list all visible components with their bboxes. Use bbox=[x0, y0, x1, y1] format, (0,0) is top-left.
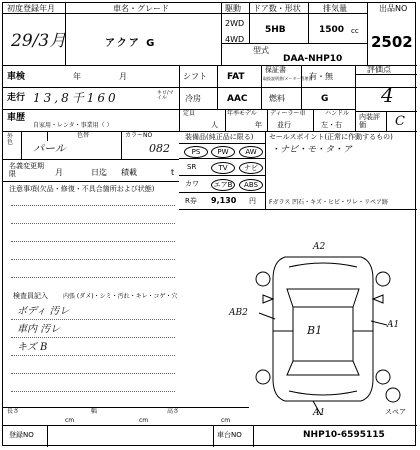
inspector-line-3: キズ B bbox=[17, 342, 48, 353]
ruled-line bbox=[11, 355, 175, 356]
inspector-label: 検査員記入 bbox=[13, 292, 48, 300]
equip-leather: カワ bbox=[185, 180, 199, 188]
reg-no-label: 登録NO bbox=[9, 431, 34, 439]
first-reg-value: 29/3月 bbox=[11, 31, 67, 51]
divider bbox=[308, 3, 309, 43]
damage-mark-right: A1 bbox=[387, 320, 400, 330]
shift-value: FAT bbox=[227, 72, 245, 82]
displacement-value: 1500 bbox=[319, 25, 345, 35]
color-change-label: 色替 bbox=[77, 132, 90, 139]
dealer-label: ディーラー車 bbox=[270, 110, 306, 117]
ruled-line bbox=[11, 337, 175, 338]
handle-label: ハンドル bbox=[325, 110, 350, 117]
capacity-unit: 人 bbox=[211, 121, 218, 129]
drive-label: 駆動 bbox=[225, 4, 241, 13]
caution-label: 注意事項(欠品・修復・不具合箇所および状態) bbox=[9, 185, 155, 193]
divider bbox=[367, 3, 368, 65]
divider bbox=[313, 109, 314, 131]
drive-2wd: 2WD bbox=[225, 19, 245, 28]
equip-rule bbox=[179, 192, 265, 193]
damage-mark-left: AB2 bbox=[229, 308, 248, 318]
length-label: 長さ bbox=[7, 408, 20, 415]
frame-no-value: NHP10-6595115 bbox=[303, 430, 385, 440]
door-shape-value: 5HB bbox=[265, 25, 286, 35]
equip-pw: PW bbox=[211, 146, 235, 158]
divider bbox=[225, 109, 226, 131]
door-shape-label: ドア数・形状 bbox=[253, 4, 301, 13]
inspector-options: 内張 (ダメ)・シミ・汚れ・キレ・コゲ・穴 bbox=[63, 293, 178, 300]
divider bbox=[121, 131, 122, 159]
history-label: 車歴 bbox=[7, 113, 26, 123]
interior-label: 内装評価 bbox=[359, 113, 380, 129]
divider bbox=[47, 425, 48, 447]
name-grade-value: アクア G bbox=[105, 38, 157, 49]
fuel-value: G bbox=[321, 94, 329, 104]
car-body-outline bbox=[273, 257, 373, 401]
header-label-rule bbox=[3, 13, 367, 14]
equip-airbag: エアB bbox=[211, 179, 235, 191]
row-rule bbox=[3, 181, 179, 182]
height-label: 高さ bbox=[167, 408, 180, 415]
damage-mark-front: A2 bbox=[313, 242, 326, 252]
row-rule bbox=[3, 159, 179, 160]
car-rear-bumper bbox=[289, 391, 357, 395]
width-unit: cm bbox=[139, 417, 149, 424]
divider bbox=[253, 425, 254, 447]
car-rear-window bbox=[287, 361, 359, 375]
score-value: 4 bbox=[381, 83, 394, 107]
auction-sheet bbox=[2, 2, 416, 446]
divider bbox=[47, 131, 48, 141]
warranty-value: 有・無 bbox=[309, 72, 333, 81]
footer-top-rule bbox=[3, 425, 417, 426]
ruled-line bbox=[11, 223, 175, 224]
divider bbox=[217, 65, 218, 109]
divider bbox=[249, 3, 250, 43]
divider bbox=[21, 131, 22, 159]
selling-points-label: セールスポイント(正常に作動するもの) bbox=[269, 133, 393, 141]
inspector-line-1: ボディ 汚レ bbox=[17, 306, 70, 317]
inspection-year: 年 bbox=[73, 72, 81, 81]
wheel-rear-left bbox=[256, 370, 270, 384]
car-front-bumper bbox=[289, 263, 357, 267]
handle-value: 左・右 bbox=[321, 121, 342, 129]
lot-label: 出品NO bbox=[379, 4, 408, 13]
divider bbox=[267, 109, 268, 131]
ruled-line bbox=[11, 205, 175, 206]
car-windshield bbox=[287, 289, 359, 307]
equip-navi: ナビ bbox=[239, 162, 263, 174]
selling-points-bottom: Fガラス 凹石・キズ・ヒビ・ワレ・リペア跡 bbox=[269, 199, 388, 206]
warranty-sub: 取扱説明書/メーター管理書 bbox=[263, 76, 313, 81]
ac-label: 冷房 bbox=[185, 94, 201, 103]
dealer-value: 並行 bbox=[277, 121, 291, 129]
warranty-label: 保証書 bbox=[265, 66, 286, 74]
wheel-front-right bbox=[376, 272, 390, 286]
drive-4wd: 4WD bbox=[225, 35, 245, 44]
divider bbox=[301, 65, 302, 109]
row-rule bbox=[3, 131, 417, 132]
color-no-value: 082 bbox=[149, 142, 170, 155]
score-label-rule bbox=[355, 74, 417, 75]
shift-label: シフト bbox=[183, 72, 207, 81]
ruled-line bbox=[11, 319, 175, 320]
ruled-line bbox=[11, 277, 175, 278]
inspection-label: 車検 bbox=[7, 72, 26, 82]
recycle-value: 9,130 bbox=[211, 196, 237, 205]
equip-sr: SR bbox=[187, 163, 197, 171]
interior-value: C bbox=[395, 114, 405, 129]
ruled-line bbox=[11, 373, 175, 374]
width-label: 幅 bbox=[91, 408, 98, 415]
divider bbox=[261, 65, 262, 109]
car-mirror-right bbox=[373, 295, 383, 303]
divider bbox=[386, 111, 387, 131]
ruled-line bbox=[11, 391, 175, 392]
equip-abs: ABS bbox=[239, 179, 263, 191]
first-reg-label: 初度登録年月 bbox=[7, 4, 55, 13]
ruled-line bbox=[11, 241, 175, 242]
mileage-unit: キロ/マイル bbox=[157, 90, 174, 101]
divider bbox=[221, 3, 222, 65]
damage-mark-roof: B1 bbox=[307, 324, 323, 337]
car-mirror-left bbox=[263, 295, 273, 303]
equip-tv: TV bbox=[211, 162, 235, 174]
fuel-label: 燃料 bbox=[269, 94, 285, 103]
name-change-label: 名義変更期限 bbox=[9, 162, 44, 178]
frame-no-label: 車台NO bbox=[217, 431, 242, 439]
displacement-label: 排気量 bbox=[323, 4, 347, 13]
spare-label: スペア bbox=[385, 408, 406, 416]
name-change-day: 日迄 bbox=[91, 168, 107, 177]
equipment-label: 装備品(純正品に限る) bbox=[185, 133, 254, 141]
equip-aw: AW bbox=[239, 146, 263, 158]
inspection-month: 月 bbox=[119, 72, 127, 81]
equip-rule bbox=[179, 175, 265, 176]
height-unit: cm bbox=[221, 417, 231, 424]
equip-ps: PS bbox=[184, 146, 208, 158]
spare-tire-icon bbox=[386, 388, 400, 402]
color-no-label: カラーNO bbox=[125, 132, 153, 139]
recycle-unit: 円 bbox=[249, 197, 256, 205]
load-unit: t bbox=[171, 168, 175, 177]
mileage-label: 走行 bbox=[7, 93, 26, 103]
dims-top-rule bbox=[3, 407, 249, 408]
wheel-rear-right bbox=[376, 370, 390, 384]
selling-points-value: ・ナビ・モ・タ・ア bbox=[271, 145, 353, 155]
length-unit: cm bbox=[65, 417, 75, 424]
name-change-month: 月 bbox=[55, 168, 63, 177]
year-model-unit: 年 bbox=[255, 121, 262, 129]
history-options: 自家用・レンタ・事業用（ ） bbox=[33, 122, 113, 129]
capacity-label: 定員 bbox=[183, 110, 196, 117]
lot-value: 2502 bbox=[371, 33, 413, 51]
load-label: 積載 bbox=[121, 168, 137, 177]
model-label: 型式 bbox=[253, 46, 269, 55]
mileage-value: 13,8千160 bbox=[33, 91, 119, 105]
damage-mark-rear: A1 bbox=[313, 408, 326, 418]
ext-color-label: 外色 bbox=[7, 133, 14, 146]
equip-rule bbox=[179, 143, 265, 144]
displacement-unit: cc bbox=[351, 27, 359, 35]
ext-color-value: パール bbox=[33, 142, 66, 155]
equip-bottom-rule bbox=[179, 209, 417, 210]
divider bbox=[213, 425, 214, 447]
divider bbox=[179, 65, 180, 131]
ac-value: AAC bbox=[227, 94, 248, 104]
wheel-front-left bbox=[256, 272, 270, 286]
inspector-line-2: 車内 汚レ bbox=[17, 324, 61, 335]
recycle-label: R券 bbox=[185, 197, 197, 205]
name-grade-label: 車名・グレード bbox=[113, 4, 169, 13]
model-value: DAA-NHP10 bbox=[283, 54, 343, 64]
divider bbox=[265, 131, 266, 209]
year-model-label: 年率モデル bbox=[227, 110, 257, 117]
ruled-line bbox=[11, 259, 175, 260]
car-roof bbox=[293, 307, 353, 361]
equip-rule bbox=[179, 158, 265, 159]
score-label: 評価点 bbox=[367, 65, 391, 74]
